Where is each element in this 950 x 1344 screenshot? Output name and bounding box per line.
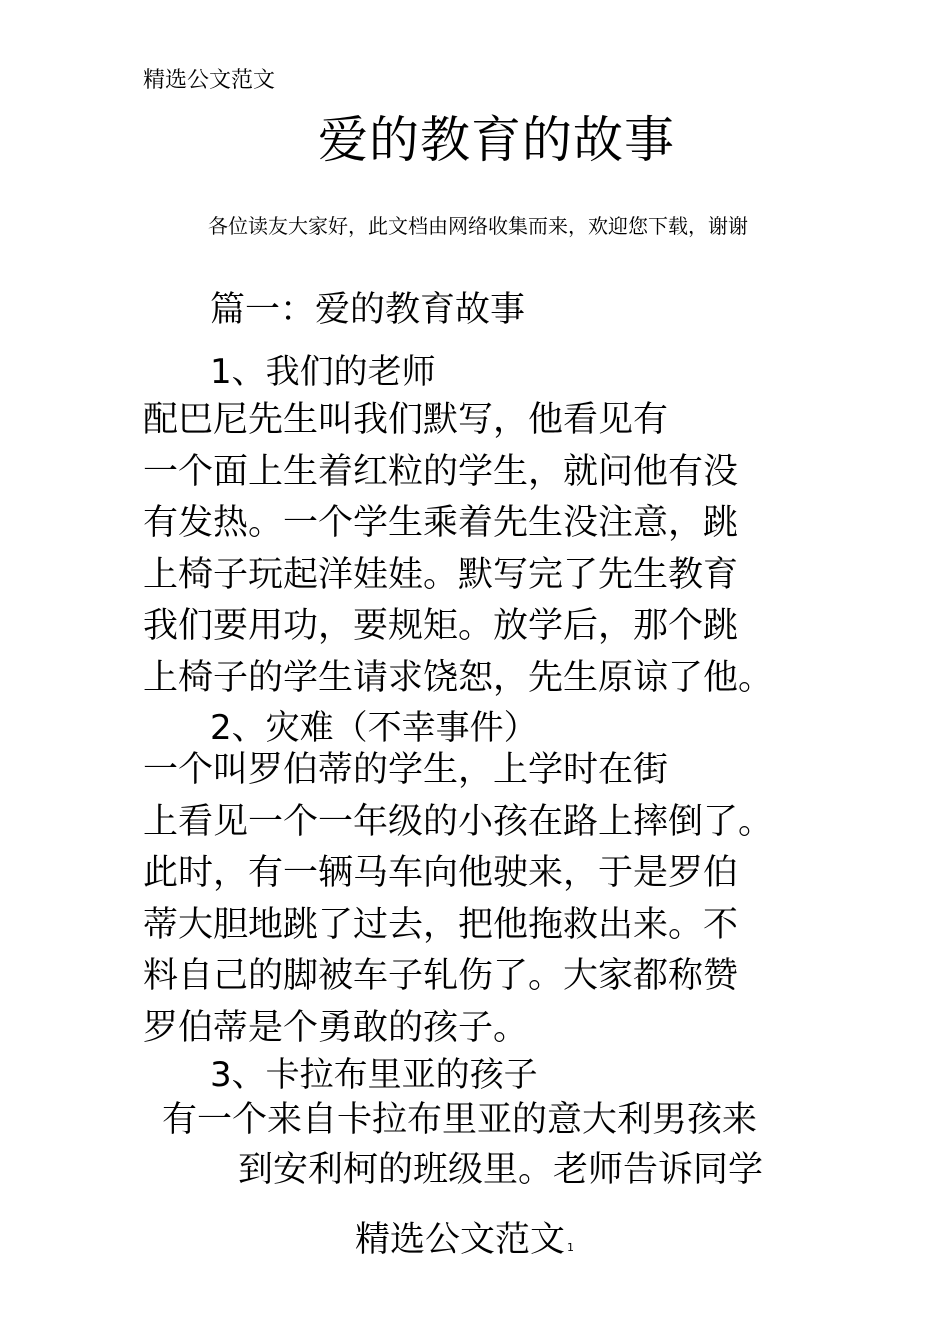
story-paragraph-2 bbox=[143, 745, 773, 1054]
paragraph-line: 一个叫罗伯蒂的学生，上学时在街 bbox=[143, 750, 669, 790]
section-title: 篇一：爱的教育故事 bbox=[210, 290, 526, 330]
story-heading-2: 2、灾难（不幸事件） bbox=[210, 708, 538, 748]
paragraph-line: 蒂大胆地跳了过去，把他拖救出来。不 bbox=[143, 904, 739, 945]
paragraph-line: 有发热。一个学生乘着先生没注意，跳 bbox=[143, 503, 739, 543]
paragraph-line: 上椅子的学生请求饶恕，先生原谅了他。 bbox=[143, 657, 774, 698]
paragraph-line: 配巴尼先生叫我们默写，他看见有 bbox=[143, 400, 669, 440]
paragraph-line: 一个面上生着红粒的学生，就问他有没 bbox=[143, 451, 739, 492]
paragraph-line: 我们要用功，要规矩。放学后，那个跳 bbox=[143, 606, 739, 646]
paragraph-line: 罗伯蒂是个勇敢的孩子。 bbox=[143, 1007, 529, 1048]
story-paragraph-3-line-1: 有一个来自卡拉布里亚的意大利男孩来 bbox=[162, 1100, 758, 1140]
story-paragraph-1 bbox=[143, 395, 773, 704]
story-heading-3: 3、卡拉布里亚的孩子 bbox=[210, 1055, 538, 1095]
download-notice: 各位读友大家好，此文档由网络收集而来，欢迎您下载，谢谢 bbox=[208, 214, 748, 238]
footer-text: 精选公文范文 bbox=[355, 1220, 566, 1260]
paragraph-line: 上看见一个一年级的小孩在路上摔倒了。 bbox=[143, 801, 774, 842]
document-title: 爱的教育的故事 bbox=[318, 111, 675, 169]
page-footer bbox=[355, 1212, 574, 1262]
paragraph-line: 此时，有一辆马车向他驶来，于是罗伯 bbox=[143, 853, 739, 893]
story-paragraph-3-line-2: 到安利柯的班级里。老师告诉同学 bbox=[238, 1150, 764, 1190]
story-heading-1: 1、我们的老师 bbox=[210, 352, 436, 392]
page-header: 精选公文范文 bbox=[143, 68, 276, 93]
paragraph-line: 料自己的脚被车子轧伤了。大家都称赞 bbox=[143, 956, 739, 996]
paragraph-line: 上椅子玩起洋娃娃。默写完了先生教育 bbox=[143, 554, 739, 595]
page-number: 1 bbox=[567, 1241, 575, 1254]
